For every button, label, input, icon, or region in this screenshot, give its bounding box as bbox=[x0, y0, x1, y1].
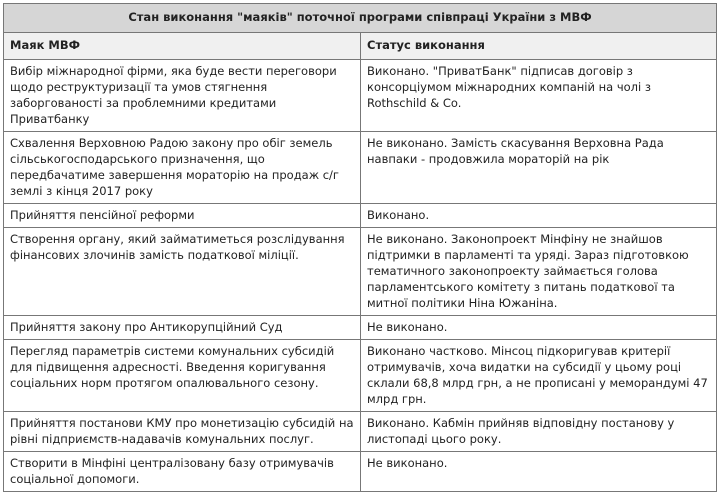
table-row bbox=[4, 340, 717, 412]
table-row bbox=[4, 452, 717, 492]
status-cell: Не виконано. bbox=[361, 452, 717, 492]
table-title: Стан виконання "маяків" поточної програми співпраці України з МВФ bbox=[4, 4, 717, 33]
table-row bbox=[4, 228, 717, 316]
column-header-beacon: Маяк МВФ bbox=[4, 33, 361, 60]
beacon-cell: Створення органу, який займатиметься розслідування фінансових злочинів замість податкової міліції. bbox=[4, 228, 361, 316]
status-cell: Виконано. bbox=[361, 204, 717, 228]
table-row bbox=[4, 412, 717, 452]
beacon-cell: Прийняття постанови КМУ про монетизацію субсидій на рівні підприємств-надавачів комунальних послуг. bbox=[4, 412, 361, 452]
beacon-cell: Створити в Мінфіні централізовану базу отримувачів соціальної допомоги. bbox=[4, 452, 361, 492]
beacon-cell: Прийняття пенсійної реформи bbox=[4, 204, 361, 228]
table-row bbox=[4, 60, 717, 132]
status-cell: Не виконано. bbox=[361, 316, 717, 340]
table-body bbox=[4, 60, 717, 492]
beacon-cell: Прийняття закону про Антикорупційний Суд bbox=[4, 316, 361, 340]
beacon-cell: Схвалення Верховною Радою закону про обіг земель сільськогосподарського призначення, що передбачатиме завершення мораторію на продаж с/г землі з кінця 2017 року bbox=[4, 132, 361, 204]
table-header-row bbox=[4, 33, 717, 60]
imf-beacons-table bbox=[3, 3, 717, 492]
beacon-cell: Вибір міжнародної фірми, яка буде вести переговори щодо реструктуризації та умов стягнення заборгованості за проблемними кредитами Приватбанку bbox=[4, 60, 361, 132]
table-row bbox=[4, 132, 717, 204]
column-header-status: Статус виконання bbox=[361, 33, 717, 60]
beacon-cell: Перегляд параметрів системи комунальних субсидій для підвищення адресності. Введення коригування соціальних норм протягом опалювального сезону. bbox=[4, 340, 361, 412]
table-row bbox=[4, 204, 717, 228]
status-cell: Не виконано. Законопроект Мінфіну не знайшов підтримки в парламенті та уряді. Зараз підготовкою тематичного законопроекту займається голова парламентського комітету з питань податкової та митної політики Ніна Южаніна. bbox=[361, 228, 717, 316]
status-cell: Виконано. "ПриватБанк" підписав договір з консорціумом міжнародних компаній на чолі з Rothschild & Co. bbox=[361, 60, 717, 132]
status-cell: Не виконано. Замість скасування Верховна Рада навпаки - продовжила мораторій на рік bbox=[361, 132, 717, 204]
status-cell: Виконано. Кабмін прийняв відповідну постанову у листопаді цього року. bbox=[361, 412, 717, 452]
status-cell: Виконано частково. Мінсоц підкоригував критерії отримувачів, хоча видатки на субсидії у цьому році склали 68,8 млрд грн, а не прописані у меморандумі 47 млрд грн. bbox=[361, 340, 717, 412]
table-row bbox=[4, 316, 717, 340]
table-title-row bbox=[4, 4, 717, 33]
